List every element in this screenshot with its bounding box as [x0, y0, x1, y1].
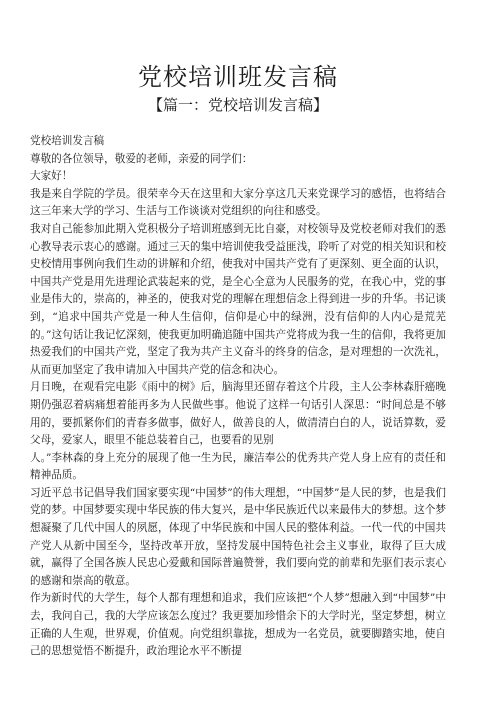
document-subtitle: 【篇一：党校培训发言稿】 [147, 96, 328, 114]
paragraph: 我对自己能参加此期入党积极分子培训班感到无比自豪，对校领导及党校老师对我们的悉心教导表示衷心的感谢。通过三天的集中培训使我受益匪浅，聆听了对党的相关知识和校史校情用事例向我们生动的讲解和介绍，使我对中国共产党有了更深刻、更全面的认识，中国共产党是用先进理论武装起来的党，是全心全意为人民服务的党，在我心中，党的事业是伟大的，崇高的，神圣的，使我对党的理解在理想信念上得到进一步的升华。书记谈到，“追求中国共产党是一种人生信仰，信仰是心中的绿洲，没有信仰的人内心是荒芜的。”这句话让我记忆深刻，使我更加明确追随中国共产党将成为我一生的信仰，我将更加热爱我们的中国共产党，坚定了我为共产主义奋斗的终身的信念，是对理想的一次洗礼，从而更加坚定了我申请加入中国共产党的信念和决心。 [30, 222, 446, 376]
paragraph: 作为新时代的大学生，每个人都有理想和追求，我们应该把“个人梦”想融入到“中国梦”中去，我问自己，我的大学应该怎么度过？我更要加珍惜余下的大学时光，坚定梦想，树立正确的人生观，世界观，价值观。向党组织靠拢，想成为一名党员，就要脚踏实地，使自己的思想觉悟不断提升，政治理论水平不断提 [30, 592, 446, 658]
paragraph: 尊敬的各位领导，敬爱的老师，亲爱的同学们： [30, 152, 253, 165]
paragraph: 习近平总书记倡导我们国家要实现“中国梦”的伟大理想，“中国梦”是人民的梦，也是我们党的梦。中国梦要实现中华民族的伟大复兴，是中华民族近代以来最伟大的梦想。这个梦想凝聚了几代中国人的夙愿，体现了中华民族和中国人民的整体利益。一代一代的中国共产党人从新中国至今，坚持改革开放，坚持发展中国特色社会主义事业，取得了巨大成就，赢得了全国各族人民忠心爱戴和国际普遍赞誉，我们要向党的前辈和先驱们表示衷心的感谢和崇高的敬意。 [30, 486, 446, 587]
paragraph: 大家好！ [30, 170, 73, 183]
paragraph: 我是来自学院的学员。很荣幸今天在这里和大家分享这几天来党课学习的感悟，也将结合这三年来大学的学习、生活与工作谈谈对党组织的向往和感受。 [30, 187, 446, 218]
paragraph: 党校培训发言稿 [30, 135, 105, 147]
paragraph: 月日晚，在观看完电影《雨中的树》后，脑海里还留存着这个片段，主人公李林森肝癌晚期仍强忍着病痛想着能再多为人民做些事。他说了这样一句话引人深思：“时间总是不够用的，要抓紧你们的青春多做事，做好人，做善良的人，做清清白白的人，说话算数，爱父母，爱家人，眼里不能总装着自己，也要看的见别 [30, 381, 446, 447]
document-title: 党校培训班发言稿 [138, 63, 338, 91]
document-body [30, 133, 446, 673]
paragraph: 人。”李林森的身上充分的展现了他一生为民，廉洁奉公的优秀共产党人身上应有的责任和精神品质。 [30, 451, 446, 482]
